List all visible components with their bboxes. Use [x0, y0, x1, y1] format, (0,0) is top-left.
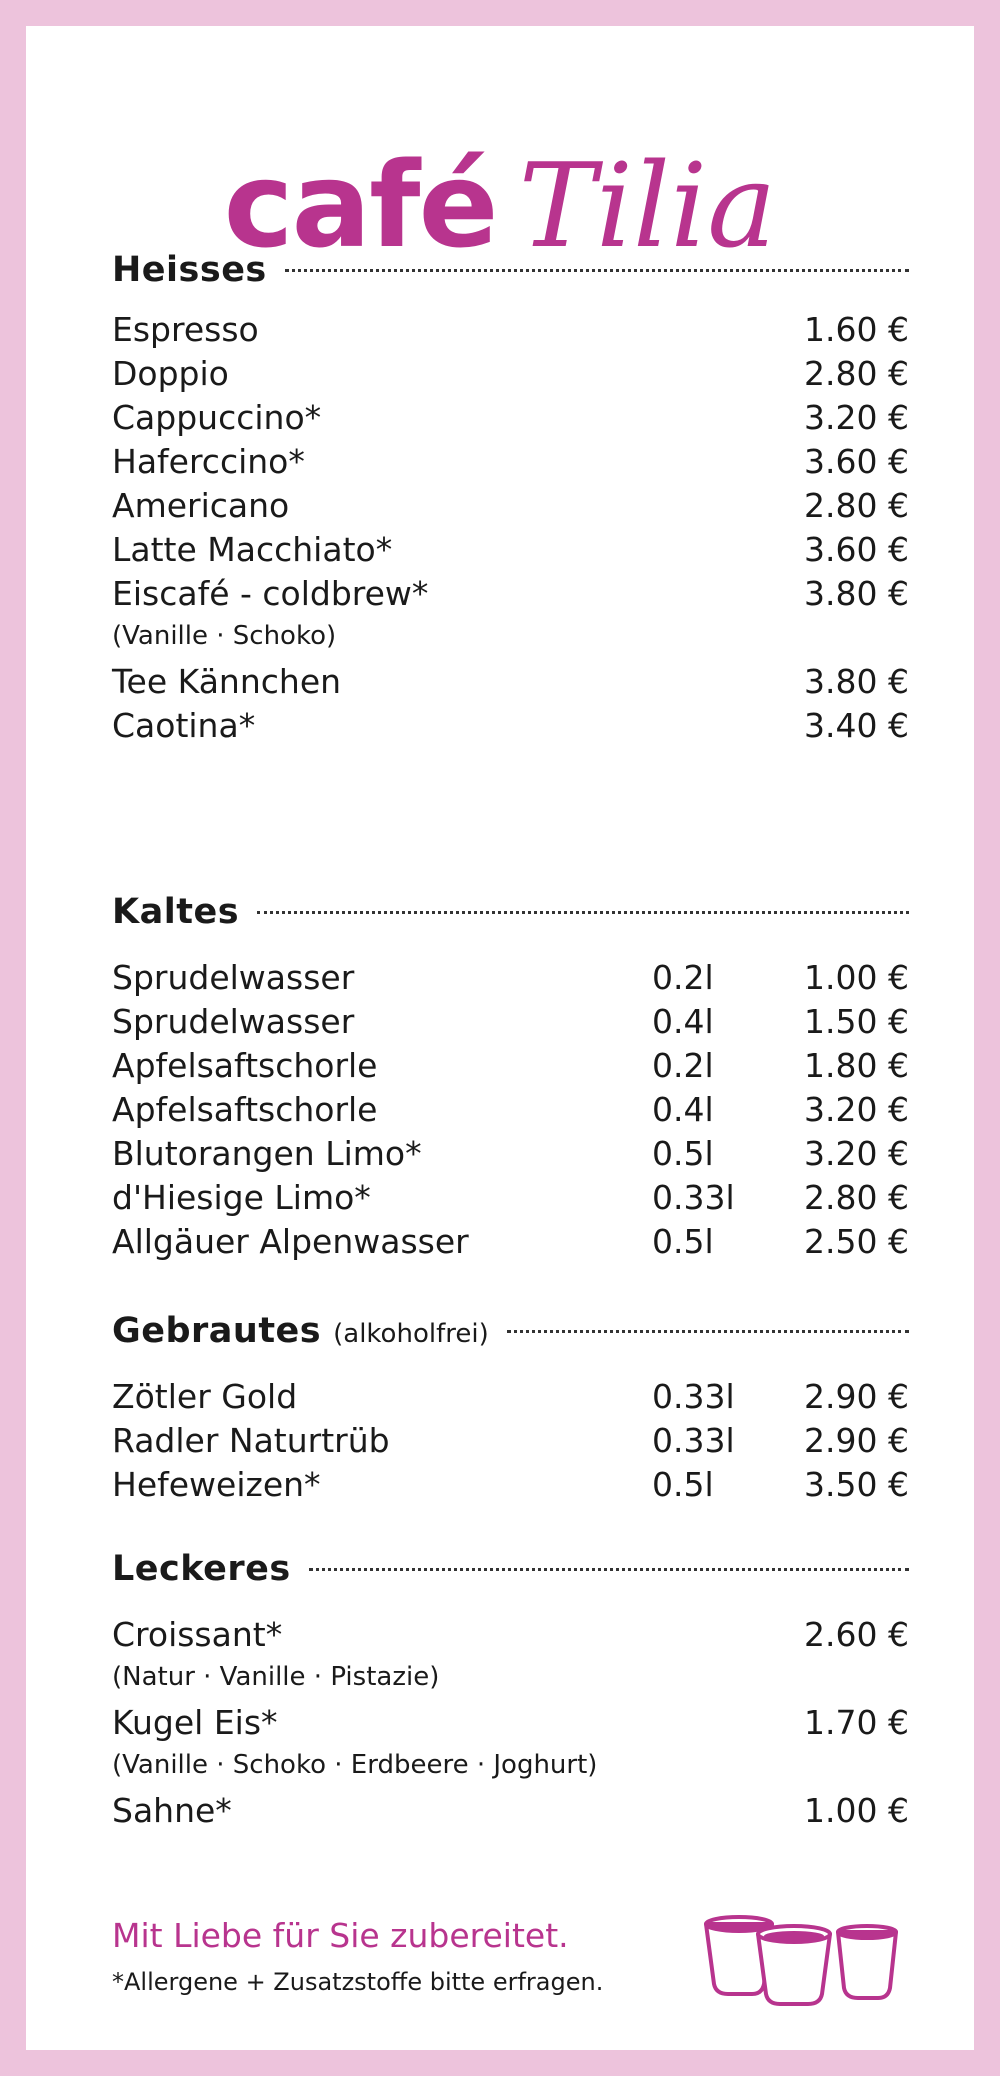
item-price: 2.80 € [804, 486, 909, 525]
menu-item [112, 572, 909, 616]
item-price: 1.60 € [804, 310, 909, 349]
menu-item [112, 1132, 909, 1176]
dotted-leader [507, 1330, 909, 1333]
menu-item [112, 1220, 909, 1264]
item-volume: 0.5l [652, 1222, 714, 1261]
menu-item [112, 1789, 909, 1833]
item-price: 3.50 € [804, 1465, 909, 1504]
item-volume: 0.4l [652, 1090, 714, 1129]
item-variants: (Vanille · Schoko) [112, 621, 337, 651]
dotted-leader [285, 269, 909, 272]
section-header [112, 250, 909, 296]
section-heisses [112, 250, 909, 748]
item-price: 2.80 € [804, 1178, 909, 1217]
item-price: 2.90 € [804, 1421, 909, 1460]
item-name: Cappuccino* [112, 398, 322, 437]
section-header [112, 1311, 909, 1357]
section-heading: Gebrautes [112, 1311, 322, 1351]
item-name: Allgäuer Alpenwasser [112, 1222, 469, 1261]
section-heading: Kaltes [112, 892, 240, 932]
menu-item [112, 440, 909, 484]
item-name: Eiscafé - coldbrew* [112, 574, 429, 613]
dotted-leader [309, 1568, 909, 1571]
menu-item [112, 704, 909, 748]
menu-item [112, 1088, 909, 1132]
section-header [112, 892, 909, 938]
section-heading: Heisses [112, 250, 267, 290]
item-volume: 0.2l [652, 1046, 714, 1085]
item-name: Caotina* [112, 706, 256, 745]
item-name: Apfelsaftschorle [112, 1046, 378, 1085]
section-note: (alkoholfrei) [333, 1319, 489, 1349]
menu-item [112, 396, 909, 440]
logo-word-tilia: Tilia [518, 139, 777, 274]
item-variants: (Vanille · Schoko · Erdbeere · Joghurt) [112, 1750, 598, 1780]
menu-item [112, 484, 909, 528]
item-name: Tee Kännchen [112, 662, 342, 701]
menu-item [112, 1044, 909, 1088]
menu-item [112, 1375, 909, 1419]
menu-item [112, 1613, 909, 1657]
item-variants: (Natur · Vanille · Pistazie) [112, 1662, 440, 1692]
section-heading: Leckeres [112, 1549, 291, 1589]
item-price: 3.20 € [804, 1134, 909, 1173]
item-name: Americano [112, 486, 290, 525]
slogan: Mit Liebe für Sie zubereitet. [112, 1916, 569, 1955]
item-volume: 0.4l [652, 1002, 714, 1041]
item-name: Zötler Gold [112, 1377, 298, 1416]
three-cups-icon [702, 1914, 908, 2006]
item-price: 1.70 € [804, 1703, 909, 1742]
item-price: 1.80 € [804, 1046, 909, 1085]
item-name: Sahne* [112, 1791, 232, 1830]
section-leckeres [112, 1549, 909, 1833]
menu-item [112, 956, 909, 1000]
item-price: 3.80 € [804, 574, 909, 613]
section-gebrautes [112, 1311, 909, 1507]
menu-item [112, 528, 909, 572]
menu-item [112, 308, 909, 352]
item-price: 2.50 € [804, 1222, 909, 1261]
item-name: Apfelsaftschorle [112, 1090, 378, 1129]
menu-item [112, 1463, 909, 1507]
item-price: 2.90 € [804, 1377, 909, 1416]
item-name: Doppio [112, 354, 229, 393]
dotted-leader [257, 911, 909, 914]
item-volume: 0.33l [652, 1178, 735, 1217]
item-name: Blutorangen Limo* [112, 1134, 422, 1173]
allergen-note: *Allergene + Zusatzstoffe bitte erfragen. [112, 1968, 604, 1996]
item-price: 3.60 € [804, 442, 909, 481]
item-price: 3.20 € [804, 398, 909, 437]
section-kaltes [112, 892, 909, 1264]
menu-card [26, 26, 974, 2050]
item-name: Haferccino* [112, 442, 305, 481]
menu-item [112, 1176, 909, 1220]
item-price: 1.00 € [804, 958, 909, 997]
item-name: Radler Naturtrüb [112, 1421, 390, 1460]
menu-item [112, 352, 909, 396]
item-name: d'Hiesige Limo* [112, 1178, 371, 1217]
section-header [112, 1549, 909, 1595]
item-price: 3.20 € [804, 1090, 909, 1129]
item-volume: 0.33l [652, 1377, 735, 1416]
menu-item [112, 660, 909, 704]
item-price: 3.80 € [804, 662, 909, 701]
item-name: Espresso [112, 310, 259, 349]
item-price: 2.60 € [804, 1615, 909, 1654]
menu-item [112, 1419, 909, 1463]
item-name: Sprudelwasser [112, 958, 355, 997]
item-name: Sprudelwasser [112, 1002, 355, 1041]
item-name: Latte Macchiato* [112, 530, 393, 569]
item-volume: 0.5l [652, 1465, 714, 1504]
item-volume: 0.2l [652, 958, 714, 997]
item-price: 2.80 € [804, 354, 909, 393]
item-name: Hefeweizen* [112, 1465, 321, 1504]
item-volume: 0.33l [652, 1421, 735, 1460]
item-price: 3.60 € [804, 530, 909, 569]
item-name: Kugel Eis* [112, 1703, 278, 1742]
item-price: 1.50 € [804, 1002, 909, 1041]
logo-word-cafe: café [223, 136, 497, 274]
menu-item [112, 1000, 909, 1044]
item-price: 3.40 € [804, 706, 909, 745]
menu-item [112, 1701, 909, 1745]
item-volume: 0.5l [652, 1134, 714, 1173]
item-name: Croissant* [112, 1615, 283, 1654]
item-price: 1.00 € [804, 1791, 909, 1830]
